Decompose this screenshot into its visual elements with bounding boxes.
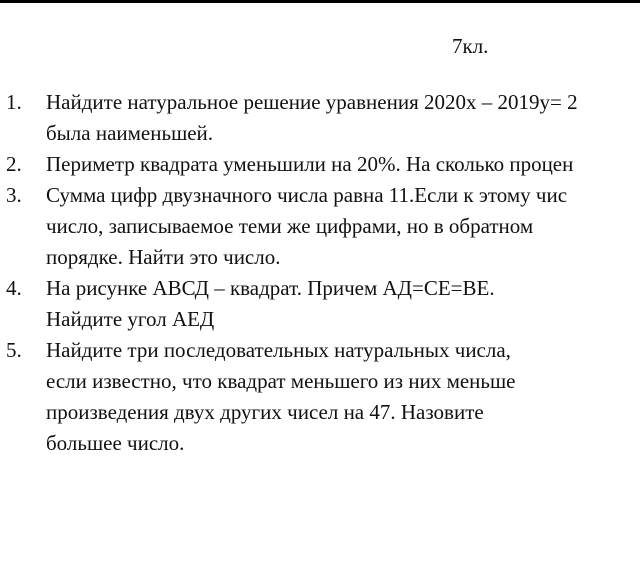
task-text-line: произведения двух других чисел на 47. Назовите xyxy=(46,400,484,424)
task-text-line: Периметр квадрата уменьшили на 20%. На сколько процен xyxy=(46,152,574,176)
task-number: 4. xyxy=(6,276,22,300)
task-text-line: была наименьшей. xyxy=(46,121,214,145)
task-text-line: большее число. xyxy=(46,431,185,455)
task-text-line: На рисунке АВСД – квадрат. Причем АД=СЕ=ВЕ. xyxy=(46,276,495,300)
task-text-line: Найдите угол АЕД xyxy=(46,307,215,331)
grade-heading: 7кл. xyxy=(452,34,489,58)
task-number: 2. xyxy=(6,152,22,176)
task-item-1 xyxy=(0,87,640,149)
task-text-line: Найдите натуральное решение уравнения 2020х – 2019у= 2 xyxy=(46,90,578,114)
task-item-5 xyxy=(0,335,640,459)
task-number: 5. xyxy=(6,338,22,362)
task-item-3 xyxy=(0,180,640,273)
task-item-4 xyxy=(0,273,640,335)
task-text-line: Сумма цифр двузначного числа равна 11.Если к этому чис xyxy=(46,183,568,207)
task-number: 3. xyxy=(6,183,22,207)
task-text-line: если известно, что квадрат меньшего из них меньше xyxy=(46,369,516,393)
task-number: 1. xyxy=(6,90,22,114)
task-list xyxy=(0,87,640,459)
task-text-line: число, записываемое теми же цифрами, но в обратном xyxy=(46,214,534,238)
task-text-line: порядке. Найти это число. xyxy=(46,245,281,269)
task-text-line: Найдите три последовательных натуральных числа, xyxy=(46,338,511,362)
top-border-line xyxy=(0,0,640,3)
task-item-2 xyxy=(0,149,640,180)
